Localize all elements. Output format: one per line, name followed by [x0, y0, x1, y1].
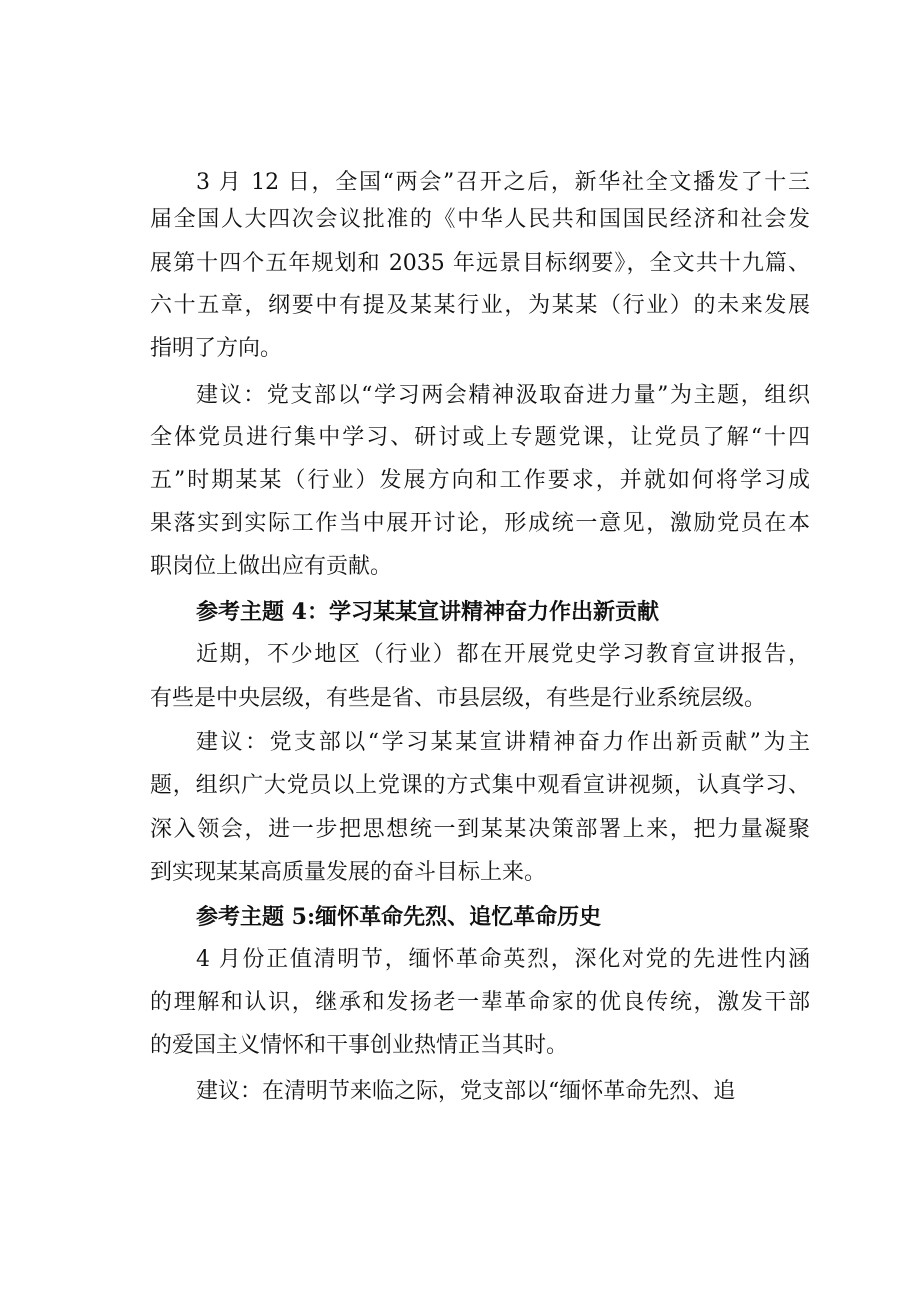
paragraph-line: 建议：党支部以“学习两会精神汲取奋进力量”为主题，组织 — [196, 383, 810, 408]
paragraph-line: 指明了方向。 — [150, 336, 283, 361]
paragraph-line: 深入领会，进一步把思想统一到某某决策部署上来，把力量凝聚 — [150, 817, 810, 842]
paragraph-line: 4 月份正值清明节，缅怀革命英烈，深化对党的先进性内涵 — [196, 947, 810, 972]
section-heading: 参考主题 5:缅怀革命先烈、追忆革命历史 — [196, 904, 602, 930]
paragraph-line: 有些是中央层级，有些是省、市县层级，有些是行业系统层级。 — [150, 686, 767, 711]
paragraph-line: 全体党员进行集中学习、研讨或上专题党课，让党员了解“十四 — [150, 425, 810, 450]
paragraph-line: 建议：在清明节来临之际，党支部以“缅怀革命先烈、追 — [196, 1079, 736, 1104]
paragraph-line: 届全国人大四次会议批准的《中华人民共和国国民经济和社会发 — [150, 207, 810, 232]
paragraph-line: 建议：党支部以“学习某某宣讲精神奋力作出新贡献”为主 — [196, 730, 810, 755]
paragraph-line: 果落实到实际工作当中展开讨论，形成统一意见，激励党员在本 — [150, 511, 810, 536]
paragraph-line: 近期，不少地区（行业）都在开展党史学习教育宣讲报告， — [196, 642, 810, 667]
paragraph-line: 职岗位上做出应有贡献。 — [150, 554, 393, 579]
paragraph-line: 3 月 12 日，全国“两会”召开之后，新华社全文播发了十三 — [196, 170, 810, 195]
paragraph-line: 的理解和认识，继承和发扬老一辈革命家的优良传统，激发干部 — [150, 990, 810, 1015]
paragraph-line: 六十五章，纲要中有提及某某行业，为某某（行业）的未来发展 — [150, 293, 810, 318]
paragraph-line: 展第十四个五年规划和 2035 年远景目标纲要》，全文共十九篇、 — [150, 251, 810, 276]
paragraph-line: 到实现某某高质量发展的奋斗目标上来。 — [150, 860, 547, 885]
paragraph-line: 五”时期某某（行业）发展方向和工作要求，并就如何将学习成 — [150, 468, 810, 493]
paragraph-line: 的爱国主义情怀和干事创业热情正当其时。 — [150, 1033, 569, 1058]
paragraph-line: 题，组织广大党员以上党课的方式集中观看宣讲视频，认真学习、 — [150, 773, 810, 798]
section-heading: 参考主题 4：学习某某宣讲精神奋力作出新贡献 — [196, 599, 659, 625]
